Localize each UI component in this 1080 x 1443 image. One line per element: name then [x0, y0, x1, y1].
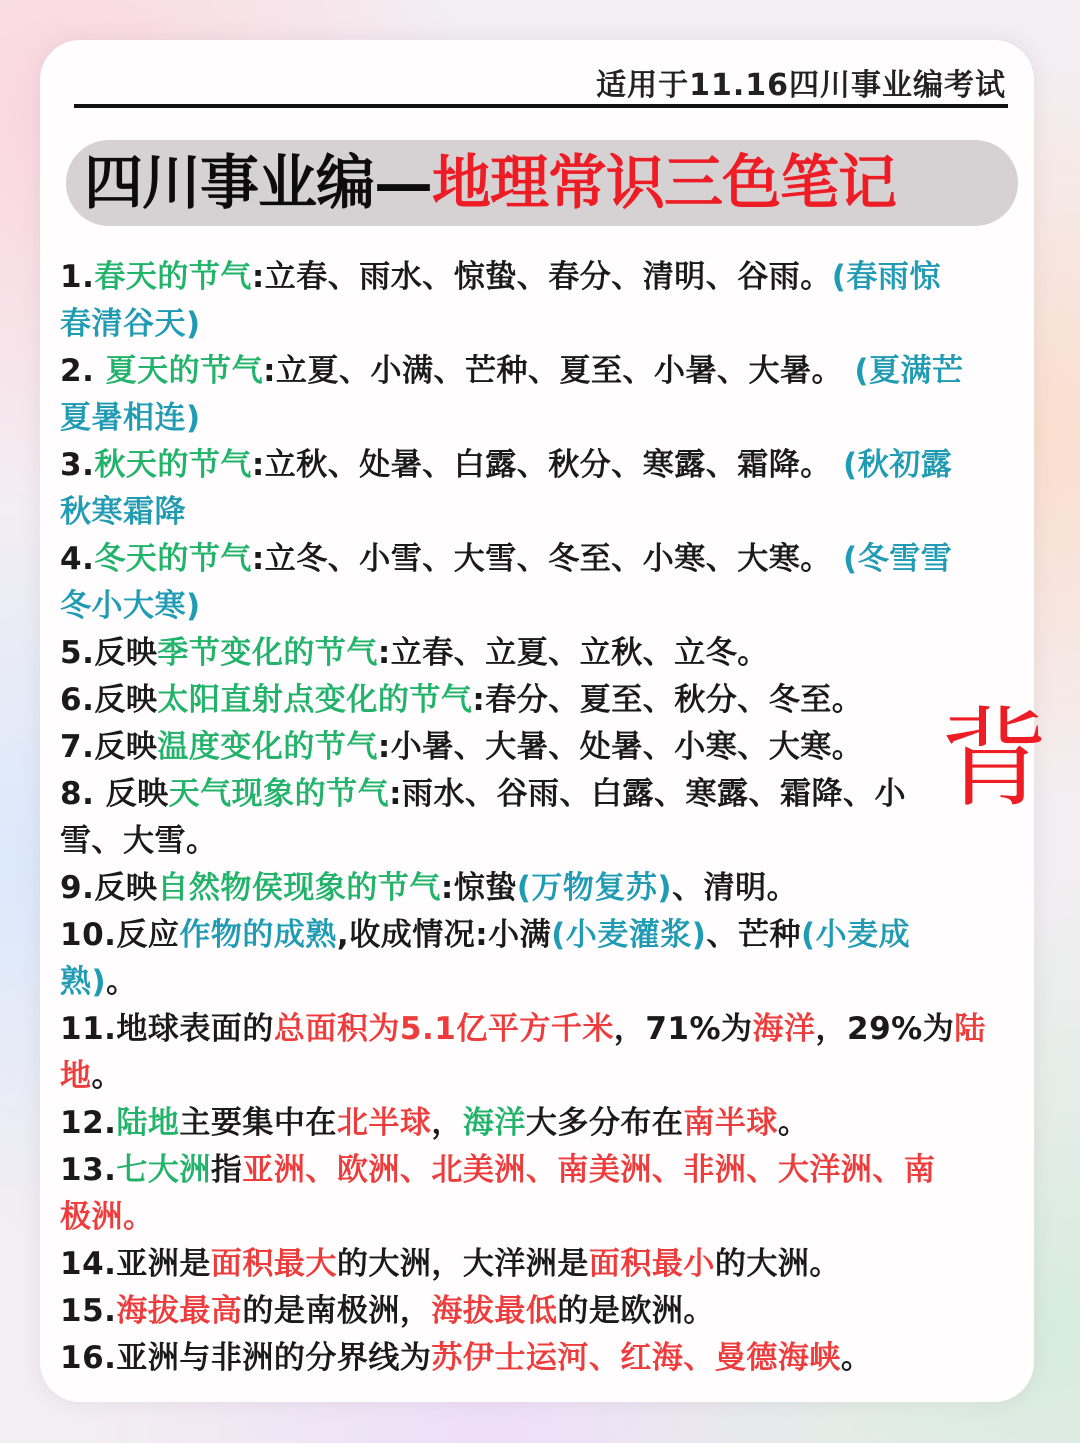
note-segment: 海洋: [462, 1105, 526, 1141]
note-segment: 海洋: [752, 1011, 816, 1047]
note-segment: :雨水、谷雨、白露、寒露、霜降、小: [389, 776, 907, 812]
note-segment: :立春、雨水、惊蛰、春分、清明、谷雨。: [251, 259, 832, 295]
note-segment: ，: [431, 1105, 463, 1141]
note-segment: 陆地: [116, 1105, 180, 1141]
note-segment: 9.反映: [60, 870, 158, 906]
note-segment: :立夏、小满、芒种、夏至、小暑、大暑。: [263, 353, 855, 389]
note-segment: (春雨惊: [831, 259, 941, 295]
note-segment: 天气现象的节气: [168, 776, 390, 812]
note-segment: 2.: [60, 353, 106, 389]
note-line: [60, 818, 1008, 865]
header-divider: [74, 104, 1008, 108]
note-line: [60, 1147, 1008, 1194]
note-segment: 秋寒霜降: [60, 494, 186, 530]
title-black-part: 四川事业编—: [84, 148, 433, 217]
note-segment: 6.反映: [60, 682, 158, 718]
note-segment: 雪、大雪。: [60, 823, 218, 859]
note-segment: 13.: [60, 1152, 117, 1188]
note-segment: 的大洲，大洋洲是: [336, 1246, 589, 1282]
note-segment: ，71%为: [613, 1011, 753, 1047]
note-line: [60, 1241, 1008, 1288]
note-segment: 夏天的节气: [105, 353, 264, 389]
title-red-part: 地理常识三色笔记: [432, 148, 897, 217]
note-line: [60, 395, 1008, 442]
note-segment: 夏暑相连): [60, 400, 201, 436]
note-line: [60, 865, 1008, 912]
note-segment: 指: [210, 1152, 243, 1188]
note-line: [60, 959, 1008, 1006]
note-segment: 10.反应: [60, 917, 180, 953]
note-segment: 的大洲。: [714, 1246, 841, 1282]
note-segment: 极洲。: [60, 1199, 155, 1235]
note-line: [60, 536, 1008, 583]
note-segment: 自然物侯现象的节气: [157, 870, 441, 906]
note-line: [60, 677, 1008, 724]
note-segment: 面积最小: [588, 1246, 715, 1282]
note-segment: 温度变化的节气: [157, 729, 378, 765]
note-segment: 14.亚洲是: [60, 1246, 211, 1282]
note-segment: 15.: [60, 1293, 117, 1329]
note-segment: 春清谷天): [60, 306, 201, 342]
note-segment: :春分、夏至、秋分、冬至。: [472, 682, 864, 718]
note-segment: 。: [106, 964, 138, 1000]
note-segment: :立冬、小雪、大雪、冬至、小寒、大寒。: [251, 541, 844, 577]
note-segment: 七大洲: [116, 1152, 211, 1188]
note-segment: 8. 反映: [60, 776, 169, 812]
note-segment: 北半球: [336, 1105, 432, 1141]
note-segment: :立春、立夏、立秋、立冬。: [377, 635, 769, 671]
note-segment: 冬天的节气: [94, 541, 252, 577]
exam-subtitle: 适用于11.16四川事业编考试: [596, 68, 1006, 103]
note-line: [60, 1053, 1008, 1100]
note-segment: 太阳直射点变化的节气: [157, 682, 473, 718]
note-segment: 的是南极洲，: [242, 1293, 432, 1329]
note-segment: :立秋、处暑、白露、秋分、寒露、霜降。: [251, 447, 844, 483]
note-segment: 作物的成熟: [179, 917, 337, 953]
note-segment: 。: [840, 1340, 873, 1376]
note-segment: 地: [60, 1058, 92, 1094]
note-segment: 春天的节气: [94, 259, 252, 295]
note-segment: 4.: [60, 541, 95, 577]
note-segment: (冬雪雪: [843, 541, 953, 577]
note-segment: 、清明。: [672, 870, 799, 906]
note-line: [60, 724, 1008, 771]
note-segment: (小麦灌浆): [551, 917, 707, 953]
note-segment: (秋初露: [843, 447, 953, 483]
note-segment: 主要集中在: [179, 1105, 337, 1141]
page-title: [84, 146, 1016, 220]
note-segment: 总面积为5.1亿平方千米: [273, 1011, 614, 1047]
note-segment: 陆: [954, 1011, 986, 1047]
note-line: [60, 442, 1008, 489]
notes-list: [60, 254, 1008, 1382]
note-line: [60, 1335, 1008, 1382]
note-segment: 1.: [60, 259, 95, 295]
note-segment: 。: [777, 1105, 810, 1141]
note-segment: 12.: [60, 1105, 117, 1141]
note-segment: 7.反映: [60, 729, 158, 765]
note-segment: 南半球: [683, 1105, 778, 1141]
note-segment: ，29%为: [815, 1011, 955, 1047]
note-segment: 海拔最高: [116, 1293, 243, 1329]
note-segment: 秋天的节气: [94, 447, 252, 483]
note-segment: 冬小大寒): [60, 588, 201, 624]
note-segment: 亚洲、欧洲、北美洲、南美洲、非洲、大洋洲、南: [242, 1152, 936, 1188]
note-line: [60, 630, 1008, 677]
note-segment: ,收成情况:小满: [336, 917, 552, 953]
recite-mark: 背: [940, 697, 1049, 822]
note-line: [60, 254, 1008, 301]
note-segment: :小暑、大暑、处暑、小寒、大寒。: [377, 729, 864, 765]
note-line: [60, 348, 1008, 395]
note-segment: 16.亚洲与非洲的分界线为: [60, 1340, 432, 1376]
note-segment: 大多分布在: [525, 1105, 684, 1141]
note-segment: 、芒种: [706, 917, 801, 953]
note-segment: 。: [91, 1058, 123, 1094]
note-segment: 3.: [60, 447, 95, 483]
note-line: [60, 1194, 1008, 1241]
note-line: [60, 489, 1008, 536]
note-line: [60, 583, 1008, 630]
note-line: [60, 1288, 1008, 1335]
note-segment: 海拔最低: [431, 1293, 558, 1329]
note-line: [60, 1100, 1008, 1147]
note-segment: 苏伊士运河、红海、曼德海峡: [431, 1340, 841, 1376]
note-segment: 5.反映: [60, 635, 158, 671]
note-segment: :惊蛰: [440, 870, 517, 906]
note-segment: 的是欧洲。: [557, 1293, 715, 1329]
note-segment: 季节变化的节气: [157, 635, 378, 671]
note-segment: (小麦成: [800, 917, 911, 953]
note-line: [60, 912, 1008, 959]
note-line: [60, 771, 1008, 818]
note-line: [60, 301, 1008, 348]
note-segment: (万物复苏): [516, 870, 673, 906]
note-line: [60, 1006, 1008, 1053]
note-segment: 11.地球表面的: [60, 1011, 274, 1047]
note-segment: (夏满芒: [854, 353, 964, 389]
note-segment: 熟): [60, 964, 107, 1000]
note-segment: 面积最大: [210, 1246, 337, 1282]
